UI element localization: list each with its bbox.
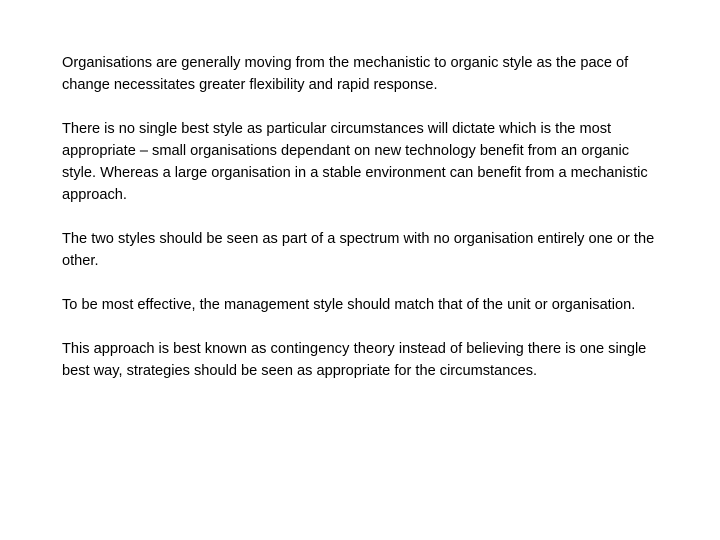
paragraph-most-effective: To be most effective, the management style should match that of the unit or organisation. — [62, 297, 636, 313]
contingency-lead-text: This approach is best known as — [62, 341, 271, 357]
paragraph-no-single-best-style: There is no single best style as particular circumstances will dictate which is the most appropriate – small organisations dependant on new technology benefit from an organic style. Whereas a large organisation in a stable environment can benefit from a mechanistic approach. — [62, 121, 648, 203]
body-text — [62, 52, 662, 382]
contingency-theory-term: contingency theory — [270, 341, 395, 357]
contingency-rest-text: instead of believing there is one single best way, strategies should be seen as appropriate for the circumstances. — [62, 341, 647, 379]
paragraph-contingency-theory — [62, 338, 662, 382]
paragraph-spectrum: The two styles should be seen as part of a spectrum with no organisation entirely one or the other. — [62, 231, 655, 269]
paragraph-mechanistic-to-organic: Organisations are generally moving from the mechanistic to organic style as the pace of change necessitates greater flexibility and rapid response. — [62, 55, 629, 93]
